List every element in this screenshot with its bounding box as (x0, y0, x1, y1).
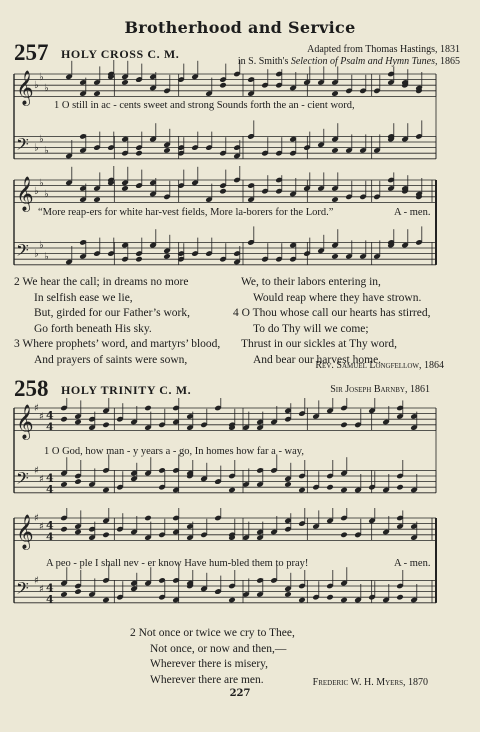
svg-text:♭: ♭ (34, 248, 39, 260)
svg-text:4: 4 (46, 581, 54, 595)
svg-text:♯: ♯ (39, 583, 44, 595)
svg-text:♭: ♭ (44, 145, 49, 157)
text-credit-257: Rev. Samuel Longfellow, 1864 (315, 360, 444, 371)
hymn-number-257: 257 (14, 40, 49, 65)
verse-line: 4 O Thou whose call our hearts has stirred, (233, 307, 431, 319)
svg-text:♭: ♭ (39, 134, 44, 146)
verse-line: 2 Not once or twice we cry to Thee, (130, 627, 295, 639)
verse-line: We, to their labors entering in, (241, 276, 381, 288)
svg-text:♯: ♯ (39, 473, 44, 485)
svg-text:𝄢: 𝄢 (16, 240, 29, 265)
music-credit-258: Sir Joseph Barnby, 1861 (330, 384, 430, 395)
svg-text:𝄢: 𝄢 (16, 134, 29, 159)
verse-line: Go forth beneath His sky. (34, 322, 152, 335)
lyric-line-257-2: “More reap-ers for white har-vest fields, More la-borers for the Lord.” (38, 207, 334, 218)
lyric-line-257-1: 1 O still in ac - cents sweet and strong Sounds forth the an - cient word, (54, 100, 355, 111)
svg-text:𝄞: 𝄞 (16, 404, 34, 440)
svg-text:𝄞: 𝄞 (16, 514, 34, 550)
svg-text:♯: ♯ (39, 521, 44, 533)
verse-line: And prayers of saints were sown, (34, 353, 188, 366)
svg-text:♭: ♭ (34, 142, 39, 154)
svg-text:♭: ♭ (34, 80, 39, 92)
verse-line: Would reap where they have strown. (253, 291, 422, 304)
tune-name-257: HOLY CROSS C. M. (61, 47, 180, 61)
tune-name-258: HOLY TRINITY C. M. (61, 383, 192, 397)
svg-text:♭: ♭ (44, 83, 49, 94)
svg-text:♯: ♯ (34, 513, 39, 524)
svg-text:♯: ♯ (34, 465, 39, 477)
verse-line: To do Thy will we come; (253, 322, 369, 335)
svg-text:♭: ♭ (34, 186, 39, 198)
music-system-257-1 (0, 60, 480, 170)
music-credit-257-line2: in S. Smith's Selection of Psalm and Hymn Tunes, 1865 (237, 56, 460, 67)
verse-line: 3 Where prophets’ word, and martyrs’ blood, (14, 338, 221, 350)
text-credit-258: Frederic W. H. Myers, 1870 (312, 677, 428, 688)
svg-text:4: 4 (46, 530, 54, 544)
verse-line: Thrust in our sickles at Thy word, (241, 338, 397, 350)
verse-line: Not once, or now and then,— (150, 642, 287, 655)
svg-text:♯: ♯ (34, 403, 39, 414)
page-number: 227 (229, 688, 251, 699)
verses-257-left (14, 275, 220, 368)
verse-line: In selfish ease we lie, (34, 291, 133, 304)
svg-text:4: 4 (46, 420, 54, 434)
verse-line: 2 We hear the call; in dreams no more (14, 276, 189, 288)
svg-text:4: 4 (46, 519, 54, 533)
lyric-line-258-1: 1 O God, how man - y years a - go, In homes how far a - way, (44, 446, 304, 457)
svg-text:4: 4 (46, 592, 54, 606)
svg-text:𝄞: 𝄞 (16, 176, 34, 212)
verse-line: Wherever there is misery, (150, 658, 269, 670)
music-credit-257-line1: Adapted from Thomas Hastings, 1831 (307, 44, 460, 55)
verse-line: Wherever there are men. (150, 673, 264, 686)
hymn-number-258: 258 (14, 376, 49, 401)
svg-text:♭: ♭ (44, 251, 49, 263)
verses-257-right (233, 275, 430, 368)
music-system-257-2 (0, 166, 480, 276)
section-header: Brotherhood and Service (124, 18, 356, 37)
svg-text:♭: ♭ (44, 189, 49, 200)
svg-text:♭: ♭ (39, 177, 44, 189)
verse-line: And bear our harvest home. (253, 353, 382, 366)
svg-text:♭: ♭ (39, 71, 44, 83)
svg-text:4: 4 (46, 471, 54, 485)
svg-text:♯: ♯ (39, 411, 44, 423)
svg-text:♭: ♭ (39, 240, 44, 252)
svg-text:♯: ♯ (34, 575, 39, 587)
svg-text:𝄢: 𝄢 (16, 578, 29, 603)
svg-text:𝄢: 𝄢 (16, 468, 29, 493)
svg-text:4: 4 (46, 409, 54, 423)
verse-line: But, girded for our Father’s work, (34, 307, 190, 319)
amen-257: A - men. (394, 207, 431, 218)
amen-258: A - men. (394, 558, 431, 569)
svg-text:4: 4 (46, 482, 54, 496)
svg-text:𝄞: 𝄞 (16, 70, 34, 106)
lyric-line-258-2: A peo - ple I shall nev - er know Have hum-bled them to pray! (46, 558, 309, 569)
